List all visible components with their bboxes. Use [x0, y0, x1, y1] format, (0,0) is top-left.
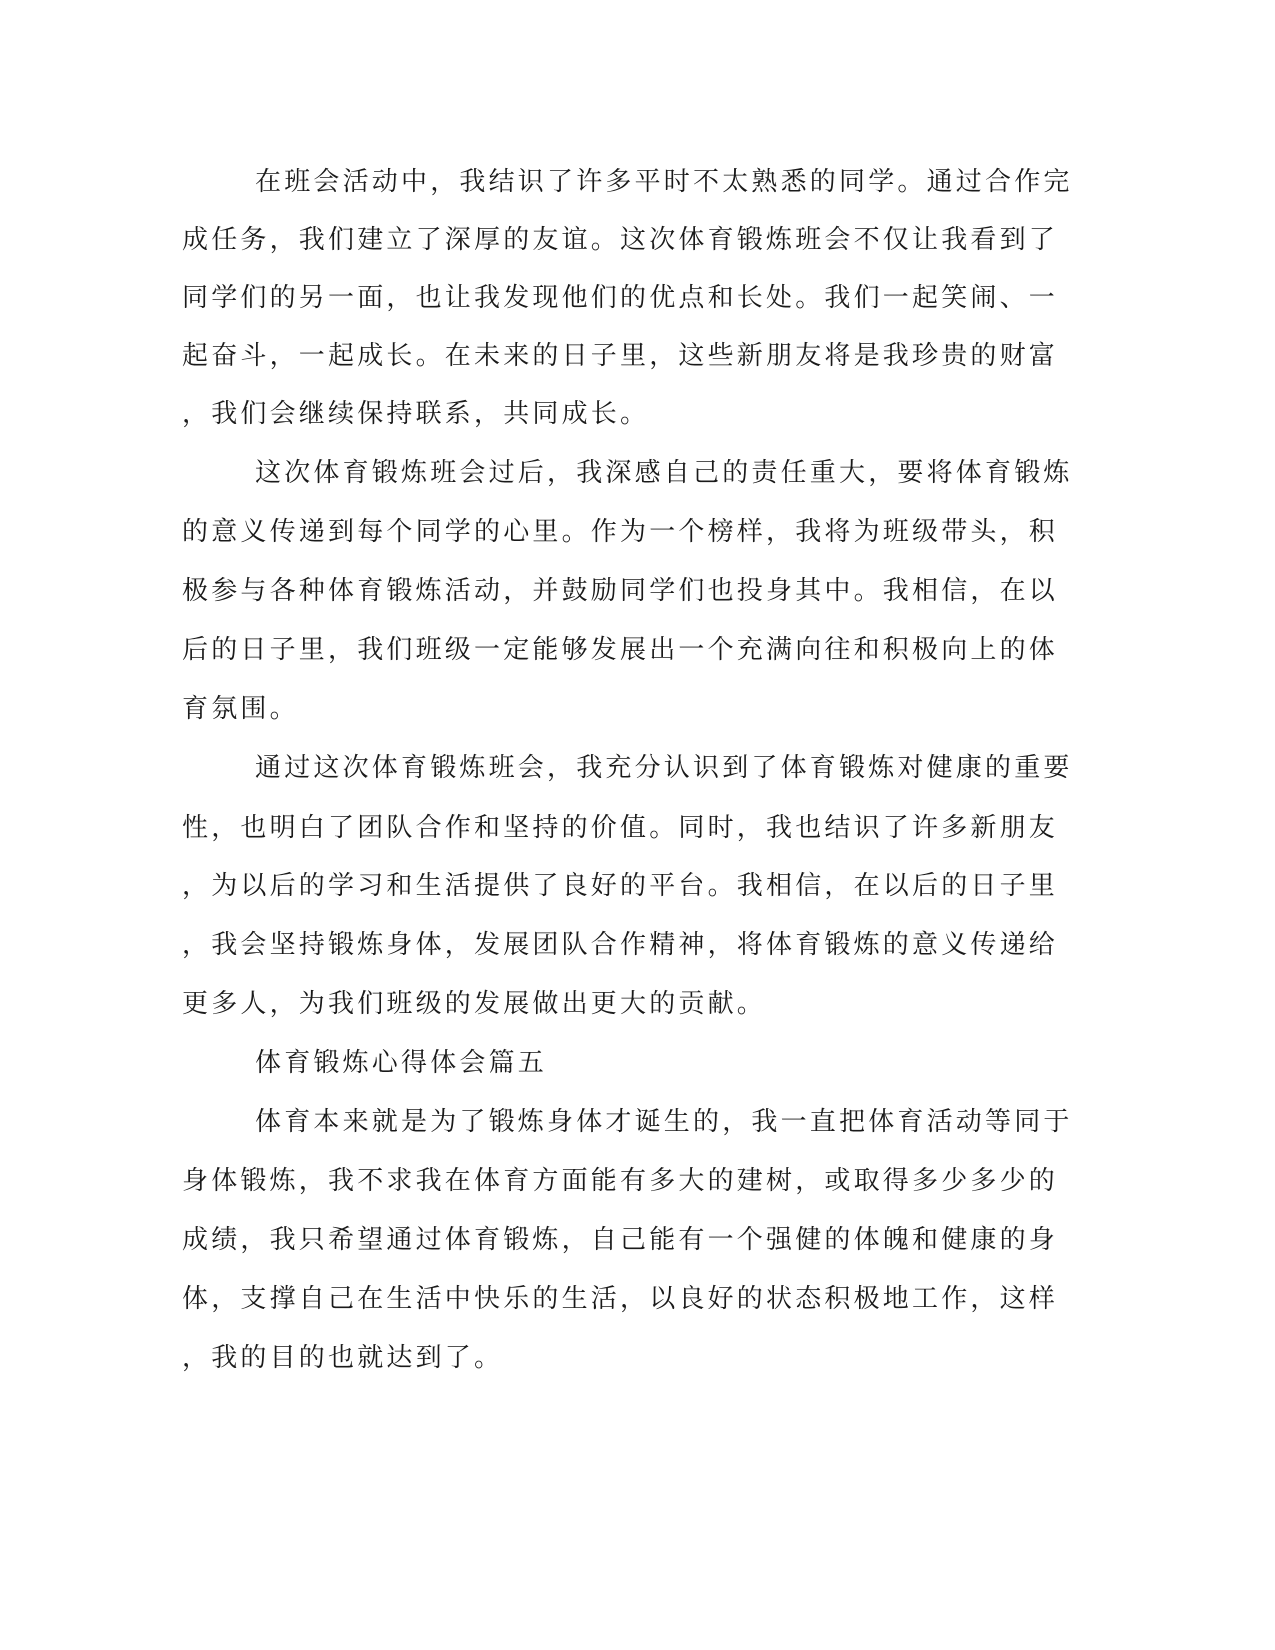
paragraph-5-line-4: 体，支撑自己在生活中快乐的生活，以良好的状态积极地工作，这样 [182, 1284, 1059, 1314]
paragraph-3-line-4: ，我会坚持锻炼身体，发展团队合作精神，将体育锻炼的意义传递给 [182, 930, 1059, 960]
paragraph-2-line-4: 后的日子里，我们班级一定能够发展出一个充满向往和积极向上的体 [182, 635, 1059, 665]
paragraph-3-line-2: 性，也明白了团队合作和坚持的价值。同时，我也结识了许多新朋友 [182, 813, 1059, 843]
paragraph-1-line-1: 在班会活动中，我结识了许多平时不太熟悉的同学。通过合作完 [255, 167, 1073, 197]
paragraph-2-line-5: 育氛围。 [182, 694, 299, 724]
paragraph-2-line-3: 极参与各种体育锻炼活动，并鼓励同学们也投身其中。我相信，在以 [182, 576, 1059, 606]
paragraph-1-line-3: 同学们的另一面，也让我发现他们的优点和长处。我们一起笑闹、一 [182, 283, 1059, 313]
paragraph-1-line-4: 起奋斗，一起成长。在未来的日子里，这些新朋友将是我珍贵的财富 [182, 341, 1059, 371]
section-heading: 体育锻炼心得体会篇五 [255, 1048, 548, 1078]
paragraph-5-line-1: 体育本来就是为了锻炼身体才诞生的，我一直把体育活动等同于 [255, 1107, 1073, 1137]
paragraph-2-line-2: 的意义传递到每个同学的心里。作为一个榜样，我将为班级带头，积 [182, 517, 1059, 547]
paragraph-3-line-5: 更多人，为我们班级的发展做出更大的贡献。 [182, 989, 767, 1019]
paragraph-3-line-3: ，为以后的学习和生活提供了良好的平台。我相信，在以后的日子里 [182, 871, 1059, 901]
paragraph-5-line-5: ，我的目的也就达到了。 [182, 1343, 504, 1373]
paragraph-5-line-3: 成绩，我只希望通过体育锻炼，自己能有一个强健的体魄和健康的身 [182, 1225, 1059, 1255]
paragraph-3-line-1: 通过这次体育锻炼班会，我充分认识到了体育锻炼对健康的重要 [255, 753, 1073, 783]
paragraph-5-line-2: 身体锻炼，我不求我在体育方面能有多大的建树，或取得多少多少的 [182, 1166, 1059, 1196]
paragraph-1-line-5: ，我们会继续保持联系，共同成长。 [182, 399, 650, 429]
paragraph-2-line-1: 这次体育锻炼班会过后，我深感自己的责任重大，要将体育锻炼 [255, 458, 1073, 488]
paragraph-1-line-2: 成任务，我们建立了深厚的友谊。这次体育锻炼班会不仅让我看到了 [182, 225, 1059, 255]
